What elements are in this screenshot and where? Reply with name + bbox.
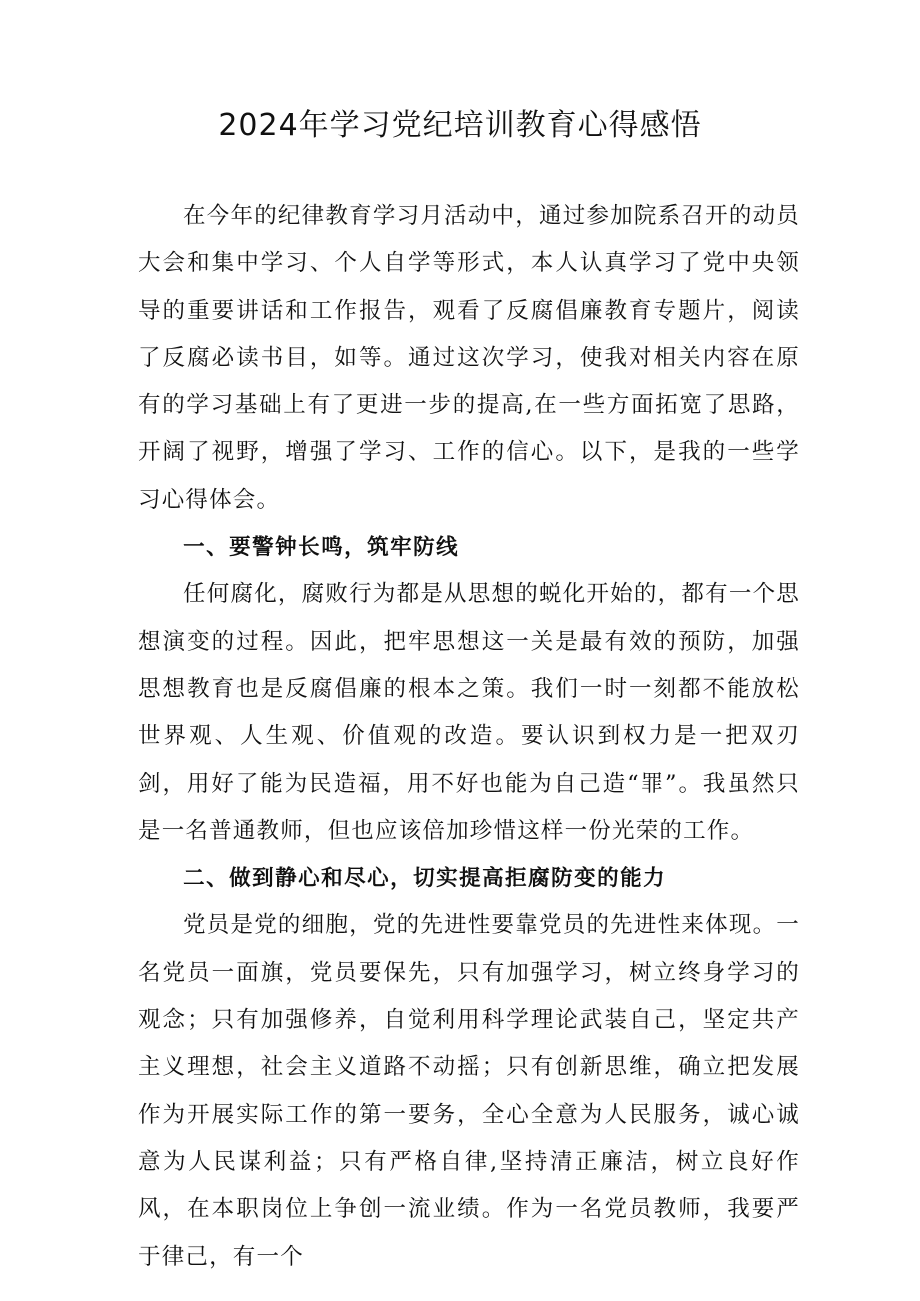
paragraph-section-2: 党员是党的细胞，党的先进性要靠党员的先进性来体现。一名党员一面旗，党员要保先，只有加强学习，树立终身学习的观念；只有加强修养，自觉利用科学理论武装自己，坚定共产主义理想，社会主义道路不动摇；只有创新思维，确立把发展作为开展实际工作的第一要务，全心全意为人民服务，诚心诚意为人民谋利益；只有严格自律,坚持清正廉洁，树立良好作风，在本职岗位上争创一流业绩。作为一名党员教师，我要严于律己，有一个 xyxy=(138,912,800,1270)
document-body xyxy=(138,193,800,1281)
document-title: 2024年学习党纪培训教育心得感悟 xyxy=(218,108,702,143)
section-heading-2: 二、做到静心和尽心，切实提高拒腐防变的能力 xyxy=(183,866,667,892)
paragraph-section-1: 任何腐化，腐败行为都是从思想的蜕化开始的，都有一个思想演变的过程。因此，把牢思想这一关是最有效的预防，加强思想教育也是反腐倡廉的根本之策。我们一时一刻都不能放松世界观、人生观、价值观的改造。要认识到权力是一把双刃剑，用好了能为民造福，用不好也能为自己造“罪”。我虽然只是一名普通教师，但也应该倍加珍惜这样一份光荣的工作。 xyxy=(138,581,800,844)
paragraph-intro: 在今年的纪律教育学习月活动中，通过参加院系召开的动员大会和集中学习、个人自学等形式，本人认真学习了党中央领导的重要讲话和工作报告，观看了反腐倡廉教育专题片，阅读了反腐必读书目，如等。通过这次学习，使我对相关内容在原有的学习基础上有了更进一步的提高,在一些方面拓宽了思路，开阔了视野，增强了学习、工作的信心。以下，是我的一些学习心得体会。 xyxy=(138,203,800,513)
section-heading-1: 一、要警钟长鸣，筑牢防线 xyxy=(183,535,460,561)
